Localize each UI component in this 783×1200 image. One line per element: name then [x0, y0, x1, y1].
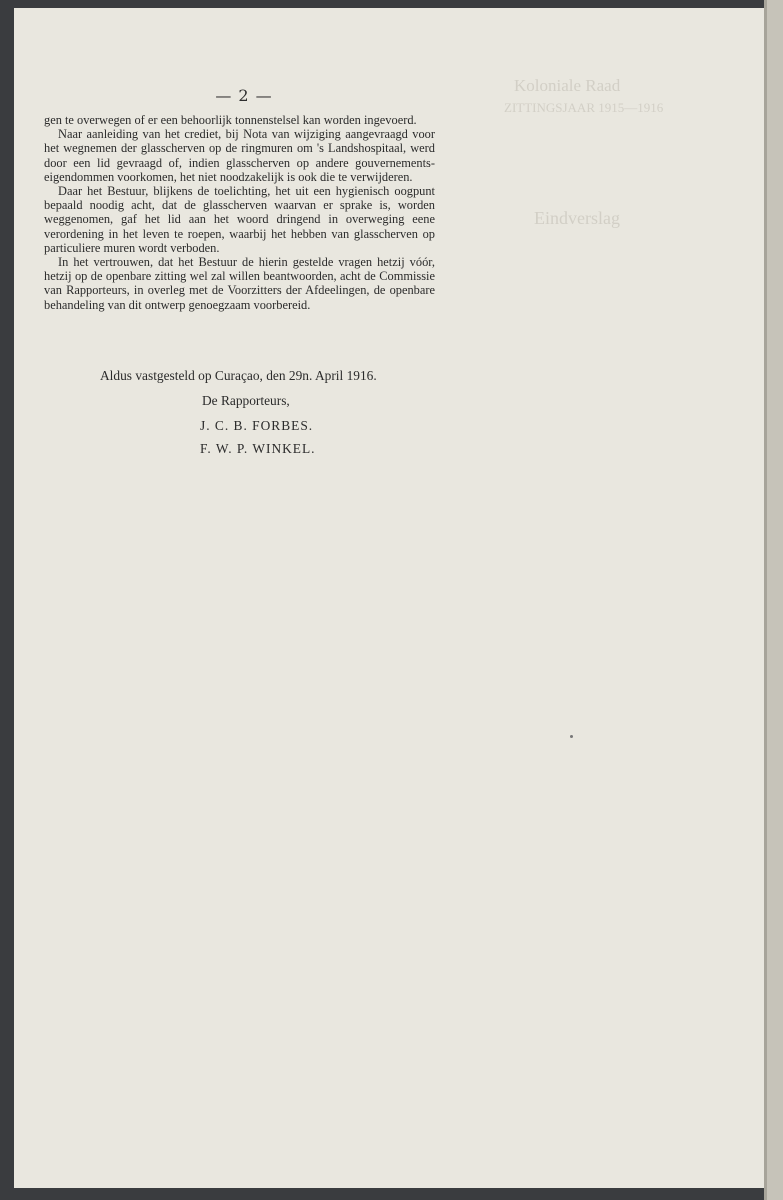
- page-number: — 2 —: [215, 86, 273, 105]
- rapporteurs-label: De Rapporteurs,: [202, 393, 290, 408]
- place-date-line: Aldus vastgesteld op Curaçao, den 29n. April 1916.: [100, 368, 377, 383]
- document-page: Koloniale Raad ZITTINGSJAAR 1915—1916 Eindverslag — 2 — gen te overwegen of er een behoorlijk tonnenstelsel kan worden ingevoerd. Naar aanleiding van het crediet, bij Nota van wijziging aangevraagd voor het wegnemen der glasscherven op de ringmuren om 's Landshospitaal, werd door een lid gevraagd of, indien glasscherven op andere gouvernements-eigendommen voorkomen, het niet noodzakelijk is ook die te verwijderen. Daar het Bestuur, blijkens de toelichting, het uit een hygienisch oogpunt bepaald noodig acht, dat de glasscherven waarvan er sprake is, worden weggenomen, gaf het lid aan het woord dringend in overweging eene verordening in het leven te roepen, waarbij het hebben van glasscherven op particuliere muren wordt verboden. In het vertrouwen, dat het Bestuur de hierin gestelde vragen hetzij vóór, hetzij op de openbare zitting wel zal willen beantwoorden, acht de Commissie van Rapporteurs, in overleg met de Voorzitters der Afdeelingen, de openbare behandeling van dit ontwerp genoegzaam voorbereid. Aldus vastgesteld op Curaçao, den 29n. April 1916. De Rapporteurs, J. C. B. FORBES. F. W. P. WINKEL.: [14, 8, 764, 1188]
- paragraph-2: Naar aanleiding van het crediet, bij Nota van wijziging aangevraagd voor het wegnemen der glasscherven op de ringmuren om 's Landshospitaal, werd door een lid gevraagd of, indien glasscherven op andere gouvernements-eigendommen voorkomen, het niet noodzakelijk is ook die te verwijderen.: [44, 127, 435, 184]
- report-body: [44, 113, 435, 312]
- page-edge-shadow: [764, 0, 767, 1200]
- paragraph-4: In het vertrouwen, dat het Bestuur de hierin gestelde vragen hetzij vóór, hetzij op de openbare zitting wel zal willen beantwoorden, acht de Commissie van Rapporteurs, in overleg met de Voorzitters der Afdeelingen, de openbare behandeling van dit ontwerp genoegzaam voorbereid.: [44, 255, 435, 312]
- adjacent-page-edge: [764, 0, 783, 1200]
- paragraph-3: Daar het Bestuur, blijkens de toelichting, het uit een hygienisch oogpunt bepaald noodig acht, dat de glasscherven waarvan er sprake is, worden weggenomen, gaf het lid aan het woord dringend in overweging eene verordening in het leven te roepen, waarbij het hebben van glasscherven op particuliere muren wordt verboden.: [44, 184, 435, 255]
- signatory-winkel: F. W. P. WINKEL.: [200, 441, 316, 456]
- paragraph-1: gen te overwegen of er een behoorlijk tonnenstelsel kan worden ingevoerd.: [44, 113, 417, 127]
- paper-speck: [570, 735, 573, 738]
- signatory-forbes: J. C. B. FORBES.: [200, 418, 314, 433]
